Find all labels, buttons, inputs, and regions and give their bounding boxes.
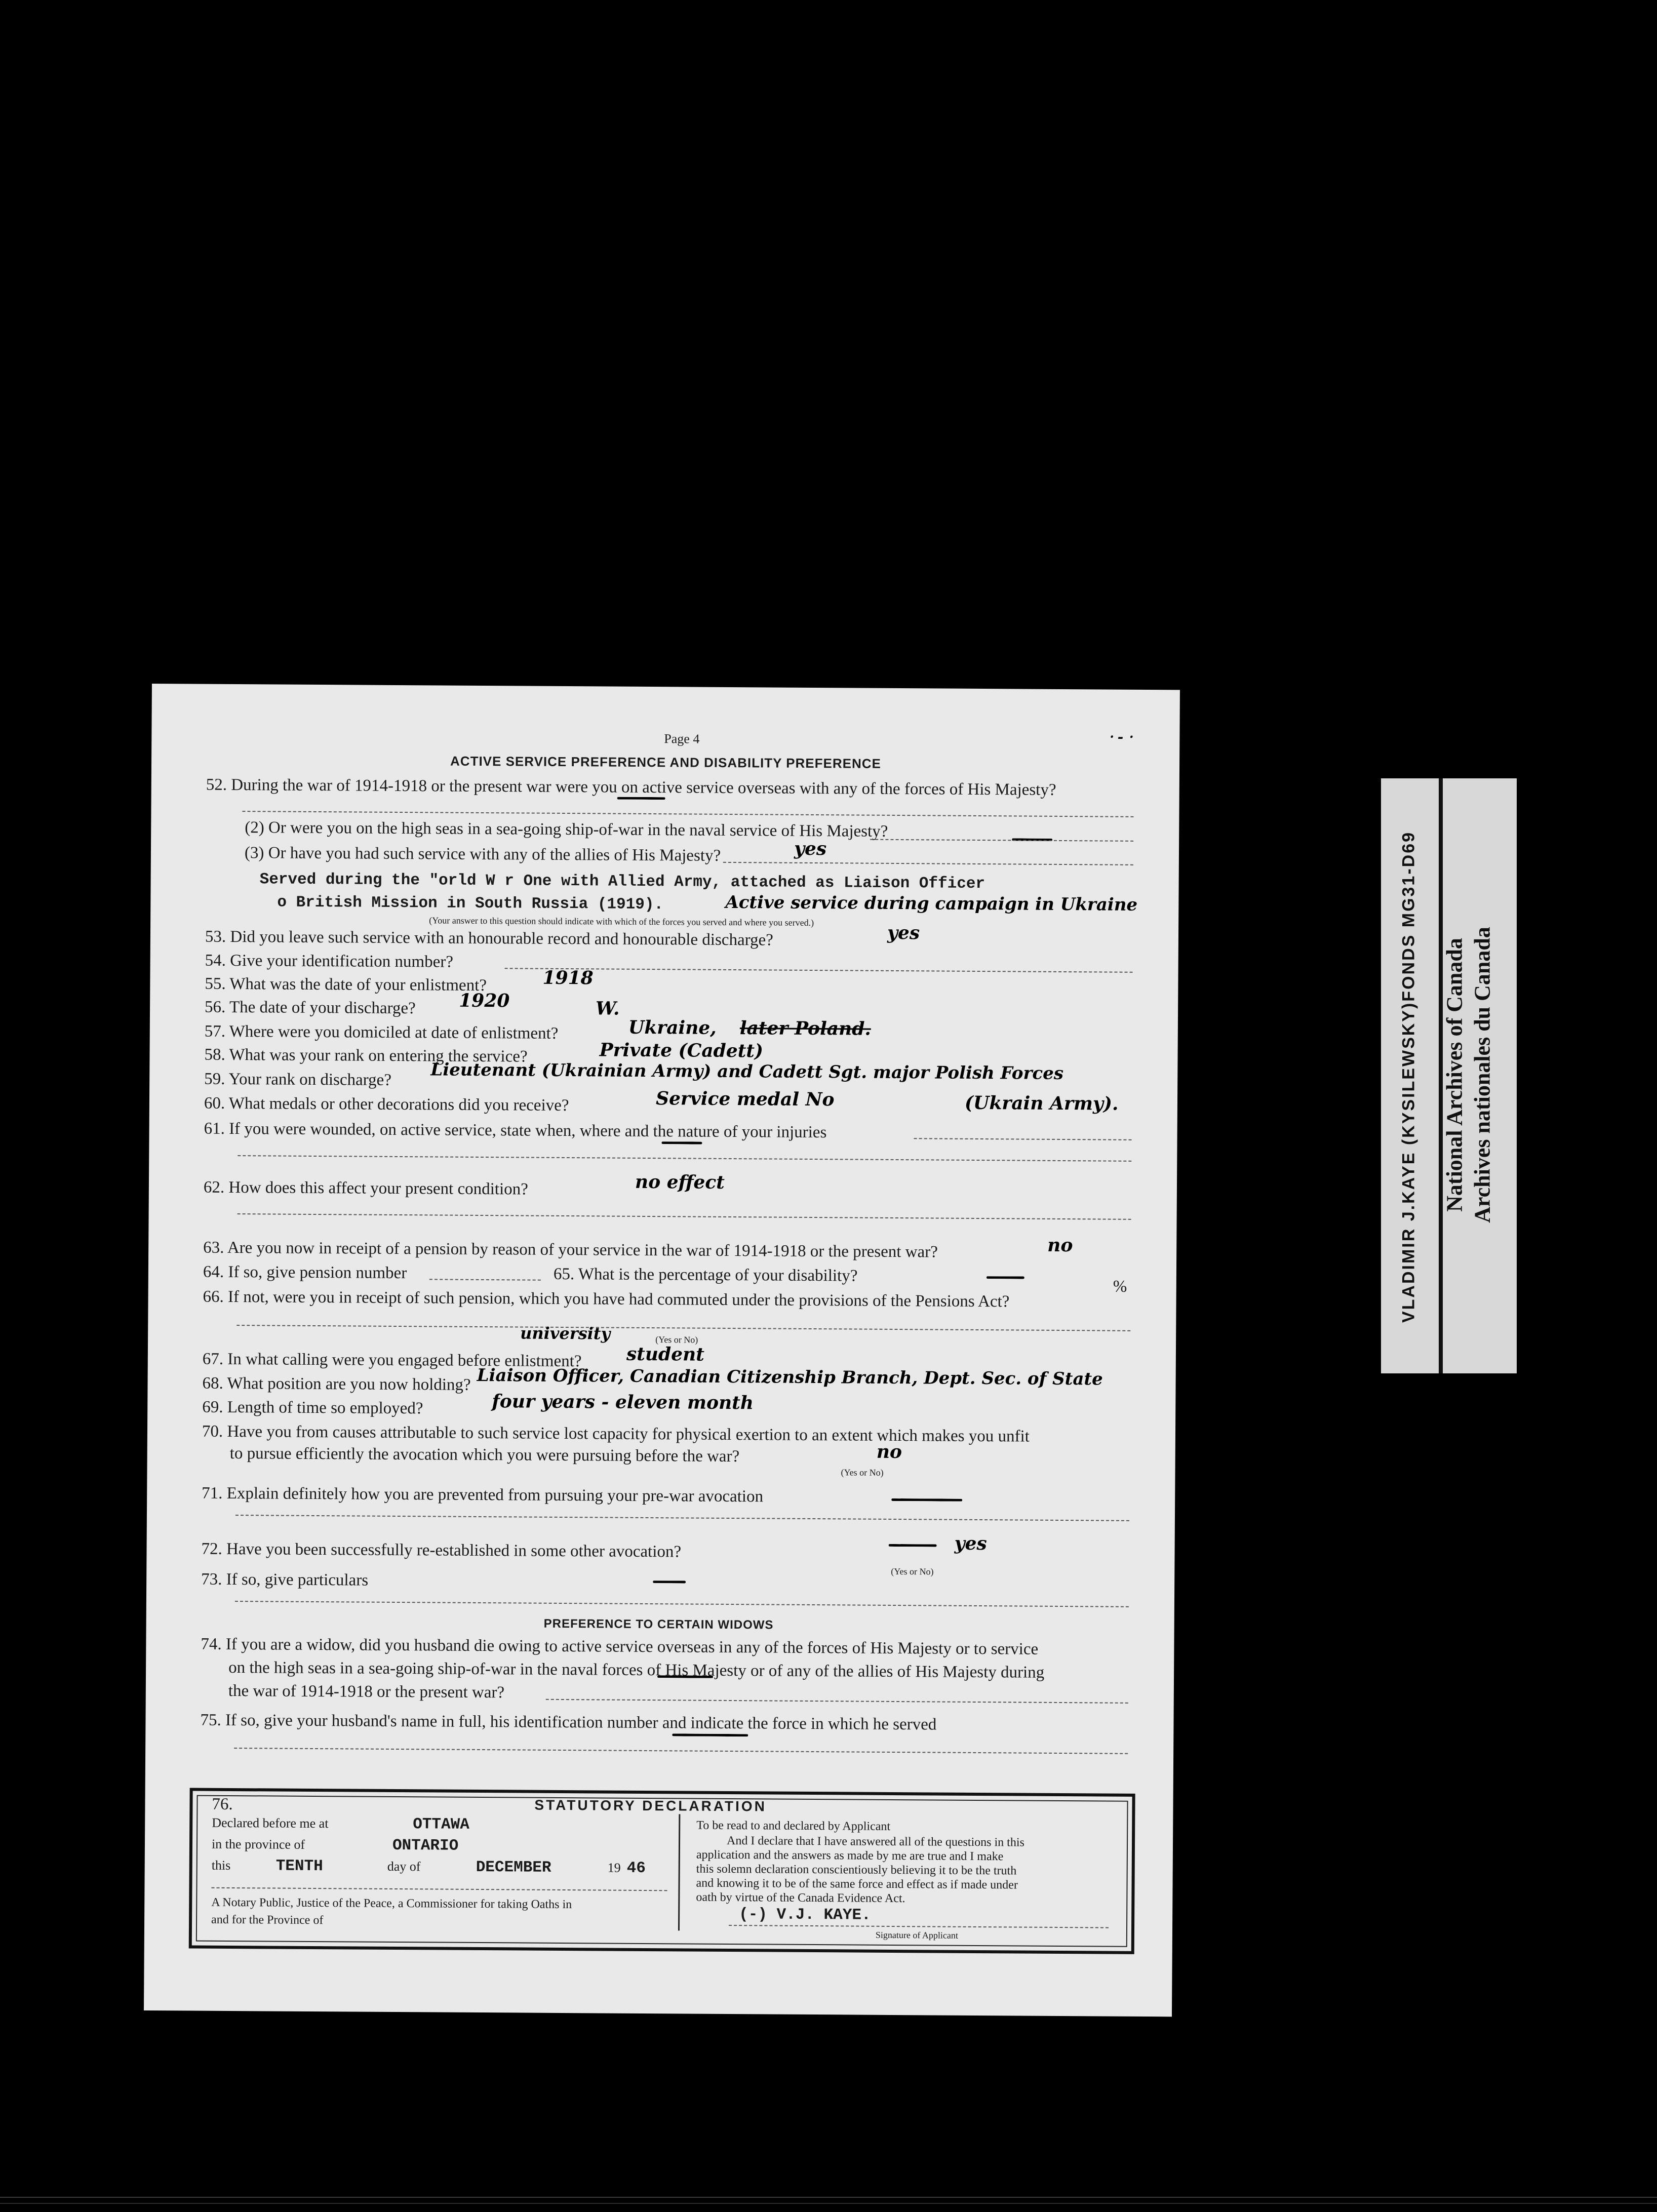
answer-line: [723, 862, 1133, 865]
answer-72: yes: [954, 1532, 987, 1555]
declaration-text4: and knowing it to be of the same force and effect as if made under: [696, 1876, 1018, 1892]
declared-value: OTTAWA: [413, 1815, 469, 1834]
question-52: 52. During the war of 1914-1918 or the present war were you on active service overseas with any of the forces of His Majesty?: [206, 775, 1056, 799]
declaration-text2: application and the answers as made by me are true and I make: [696, 1848, 1004, 1864]
this-label: this: [211, 1858, 231, 1873]
answer-57: Ukraine,: [628, 1016, 717, 1039]
question-57: 57. Where were you domiciled at date of enlistment?: [204, 1022, 559, 1043]
dash-answer: [653, 1581, 686, 1583]
day-value: TENTH: [275, 1857, 323, 1876]
question-66: 66. If not, were you in receipt of such pension, which you have had commuted under the provisions of the Pensions Act?: [203, 1287, 1010, 1311]
answer-line: [235, 1601, 1129, 1607]
answer-55: 1918: [542, 967, 594, 989]
province-value: ONTARIO: [392, 1836, 459, 1855]
answer-62: no effect: [635, 1171, 725, 1193]
answer-57-w: W.: [595, 998, 620, 1019]
widows-title: PREFERENCE TO CERTAIN WIDOWS: [543, 1616, 774, 1632]
answer-line: [235, 1515, 1129, 1521]
answer-70: no: [876, 1441, 902, 1463]
archives-french: Archives nationales du Canada: [1470, 927, 1495, 1223]
answer-60-2: (Ukrain Army).: [964, 1092, 1119, 1115]
answer-line: [914, 1138, 1132, 1140]
question-64: 64. If so, give pension number: [203, 1262, 407, 1283]
question-58: 58. What was your rank on entering the service?: [204, 1045, 528, 1066]
answer-59: Lieutenant (Ukrainian Army) and Cadett Sgt. major Polish Forces: [430, 1059, 1064, 1084]
declaration-title: STATUTORY DECLARATION: [534, 1797, 767, 1814]
question-65: 65. What is the percentage of your disability?: [553, 1265, 858, 1285]
question-70b: to pursue efficiently the avocation which you were pursuing before the war?: [229, 1444, 740, 1466]
answer-53: yes: [887, 922, 920, 944]
notary-line2: and for the Province of: [211, 1913, 324, 1927]
question-69: 69. Length of time so employed?: [202, 1398, 423, 1418]
corner-marks: ⸱ - ⸱: [1109, 728, 1132, 745]
answer-67-top: university: [520, 1323, 611, 1344]
province-label: in the province of: [211, 1836, 305, 1852]
answer-58: Private (Cadett): [599, 1039, 764, 1062]
fonds-label: VLADIMIR J.KAYE (KYSILEWSKY)FONDS MG31-D69: [1399, 831, 1418, 1323]
answer-line: [236, 1325, 1130, 1331]
answer-67: student: [626, 1343, 705, 1365]
question-74b: on the high seas in a sea-going ship-of-war in the naval forces of His Majesty or of any of the allies of His Majesty during: [228, 1658, 1045, 1682]
answer-69: four years - eleven month: [492, 1391, 754, 1414]
underline-mark: [657, 1675, 713, 1678]
underline-mark: [617, 797, 665, 800]
answer-line: [546, 1699, 1128, 1704]
applicant-signature: (-) V.J. KAYE.: [739, 1906, 871, 1924]
answer-line: [242, 811, 1133, 817]
answer-line: [234, 1748, 1128, 1754]
document-page: [144, 684, 1180, 2017]
question-75: 75. If so, give your husband's name in full, his identification number and indicate the force in which he served: [200, 1711, 937, 1734]
declaration-number: 76.: [212, 1795, 233, 1814]
dash-answer: [891, 1498, 962, 1502]
typed-answer-line2: o British Mission in South Russia (1919).: [277, 893, 664, 914]
declaration-text3: this solemn declaration conscientiously believing it to be the truth: [696, 1862, 1017, 1878]
percent-sign: %: [1113, 1277, 1127, 1296]
page-label: Page 4: [664, 731, 700, 746]
answer-line: [870, 839, 1133, 842]
underline-mark: [661, 1141, 702, 1144]
question-73: 73. If so, give particulars: [201, 1570, 369, 1590]
typed-answer-line1: Served during the "orld W r One with Allied Army, attached as Liaison Officer: [259, 871, 985, 893]
question-53: 53. Did you leave such service with an honourable record and honourable discharge?: [205, 927, 773, 950]
month-value: DECEMBER: [476, 1858, 551, 1877]
question-59: 59. Your rank on discharge?: [204, 1070, 392, 1089]
question-52-note: (Your answer to this question should indicate with which of the forces you served and where you served.): [429, 915, 814, 928]
question-71: 71. Explain definitely how you are prevented from pursuing your pre-war avocation: [202, 1484, 764, 1506]
read-label: To be read to and declared by Applicant: [696, 1819, 891, 1833]
dash-answer: [987, 1276, 1024, 1279]
declaration-text1: And I declare that I have answered all of the questions in this: [726, 1834, 1024, 1849]
question-56: 56. The date of your discharge?: [204, 998, 416, 1018]
answer-57-struck: later Poland.: [739, 1017, 872, 1040]
question-67: 67. In what calling were you engaged before enlistment?: [202, 1350, 582, 1371]
question-61: 61. If you were wounded, on active service, state when, where and the nature of your injuries: [204, 1119, 827, 1142]
answer-line: [505, 968, 1133, 973]
archives-spine-label: [1381, 778, 1517, 1373]
question-55: 55. What was the date of your enlistment?: [205, 974, 487, 995]
question-54: 54. Give your identification number?: [205, 951, 454, 971]
yes-no-note-72: (Yes or No): [891, 1566, 934, 1577]
declared-label: Declared before me at: [212, 1815, 329, 1831]
dash-answer: [889, 1544, 937, 1547]
question-74c: the war of 1914-1918 or the present war?: [228, 1681, 505, 1702]
question-62: 62. How does this affect your present condition?: [203, 1178, 528, 1199]
question-60: 60. What medals or other decorations did you receive?: [204, 1094, 569, 1115]
yes-no-note-66: (Yes or No): [655, 1334, 698, 1345]
signature-label: Signature of Applicant: [875, 1929, 958, 1941]
question-72: 72. Have you been successfully re-established in some other avocation?: [201, 1539, 682, 1561]
answer-68: Liaison Officer, Canadian Citizenship Branch, Dept. Sec. of State: [477, 1365, 1103, 1390]
notary-line1: A Notary Public, Justice of the Peace, a Commissioner for taking Oaths in: [211, 1895, 572, 1912]
declaration-text5: oath by virtue of the Canada Evidence Act.: [696, 1890, 905, 1906]
scan-edge-line: [0, 2197, 1657, 2198]
question-52-2: (2) Or were you on the high seas in a sea-going ship-of-war in the naval service of His Majesty?: [245, 818, 888, 841]
underline-mark: [672, 1733, 748, 1736]
answer-line: [429, 1279, 541, 1280]
question-52-3: (3) Or have you had such service with any of the allies of His Majesty?: [244, 844, 721, 865]
answer-63: no: [1047, 1234, 1073, 1256]
answer-60: Service medal No: [655, 1088, 835, 1111]
question-70a: 70. Have you from causes attributable to such service lost capacity for physical exertion to an extent which makes you unfit: [202, 1422, 1030, 1446]
statutory-declaration-box: [189, 1788, 1135, 1954]
answer-line: [238, 1155, 1131, 1162]
page-title: ACTIVE SERVICE PREFERENCE AND DISABILITY PREFERENCE: [450, 753, 882, 771]
scan-edge-line: [0, 2203, 1657, 2204]
yes-no-note-70: (Yes or No): [841, 1467, 884, 1478]
question-63: 63. Are you now in receipt of a pension by reason of your service in the war of 1914-1918 or the present war?: [203, 1238, 938, 1261]
year-prefix: 19: [607, 1860, 621, 1875]
year-value: 46: [626, 1859, 646, 1877]
handwritten-answer-line2: Active service during campaign in Ukraine: [725, 892, 1138, 915]
day-of-label: day of: [387, 1859, 421, 1874]
archives-english: National Archives of Canada: [1442, 938, 1467, 1212]
answer-56: 1920: [459, 990, 510, 1012]
question-68: 68. What position are you now holding?: [202, 1374, 471, 1394]
question-74a: 74. If you are a widow, did you husband die owing to active service overseas in any of the forces of His Majesty or to service: [201, 1635, 1039, 1658]
answer-line: [238, 1213, 1131, 1220]
answer-52-3: yes: [794, 838, 827, 860]
